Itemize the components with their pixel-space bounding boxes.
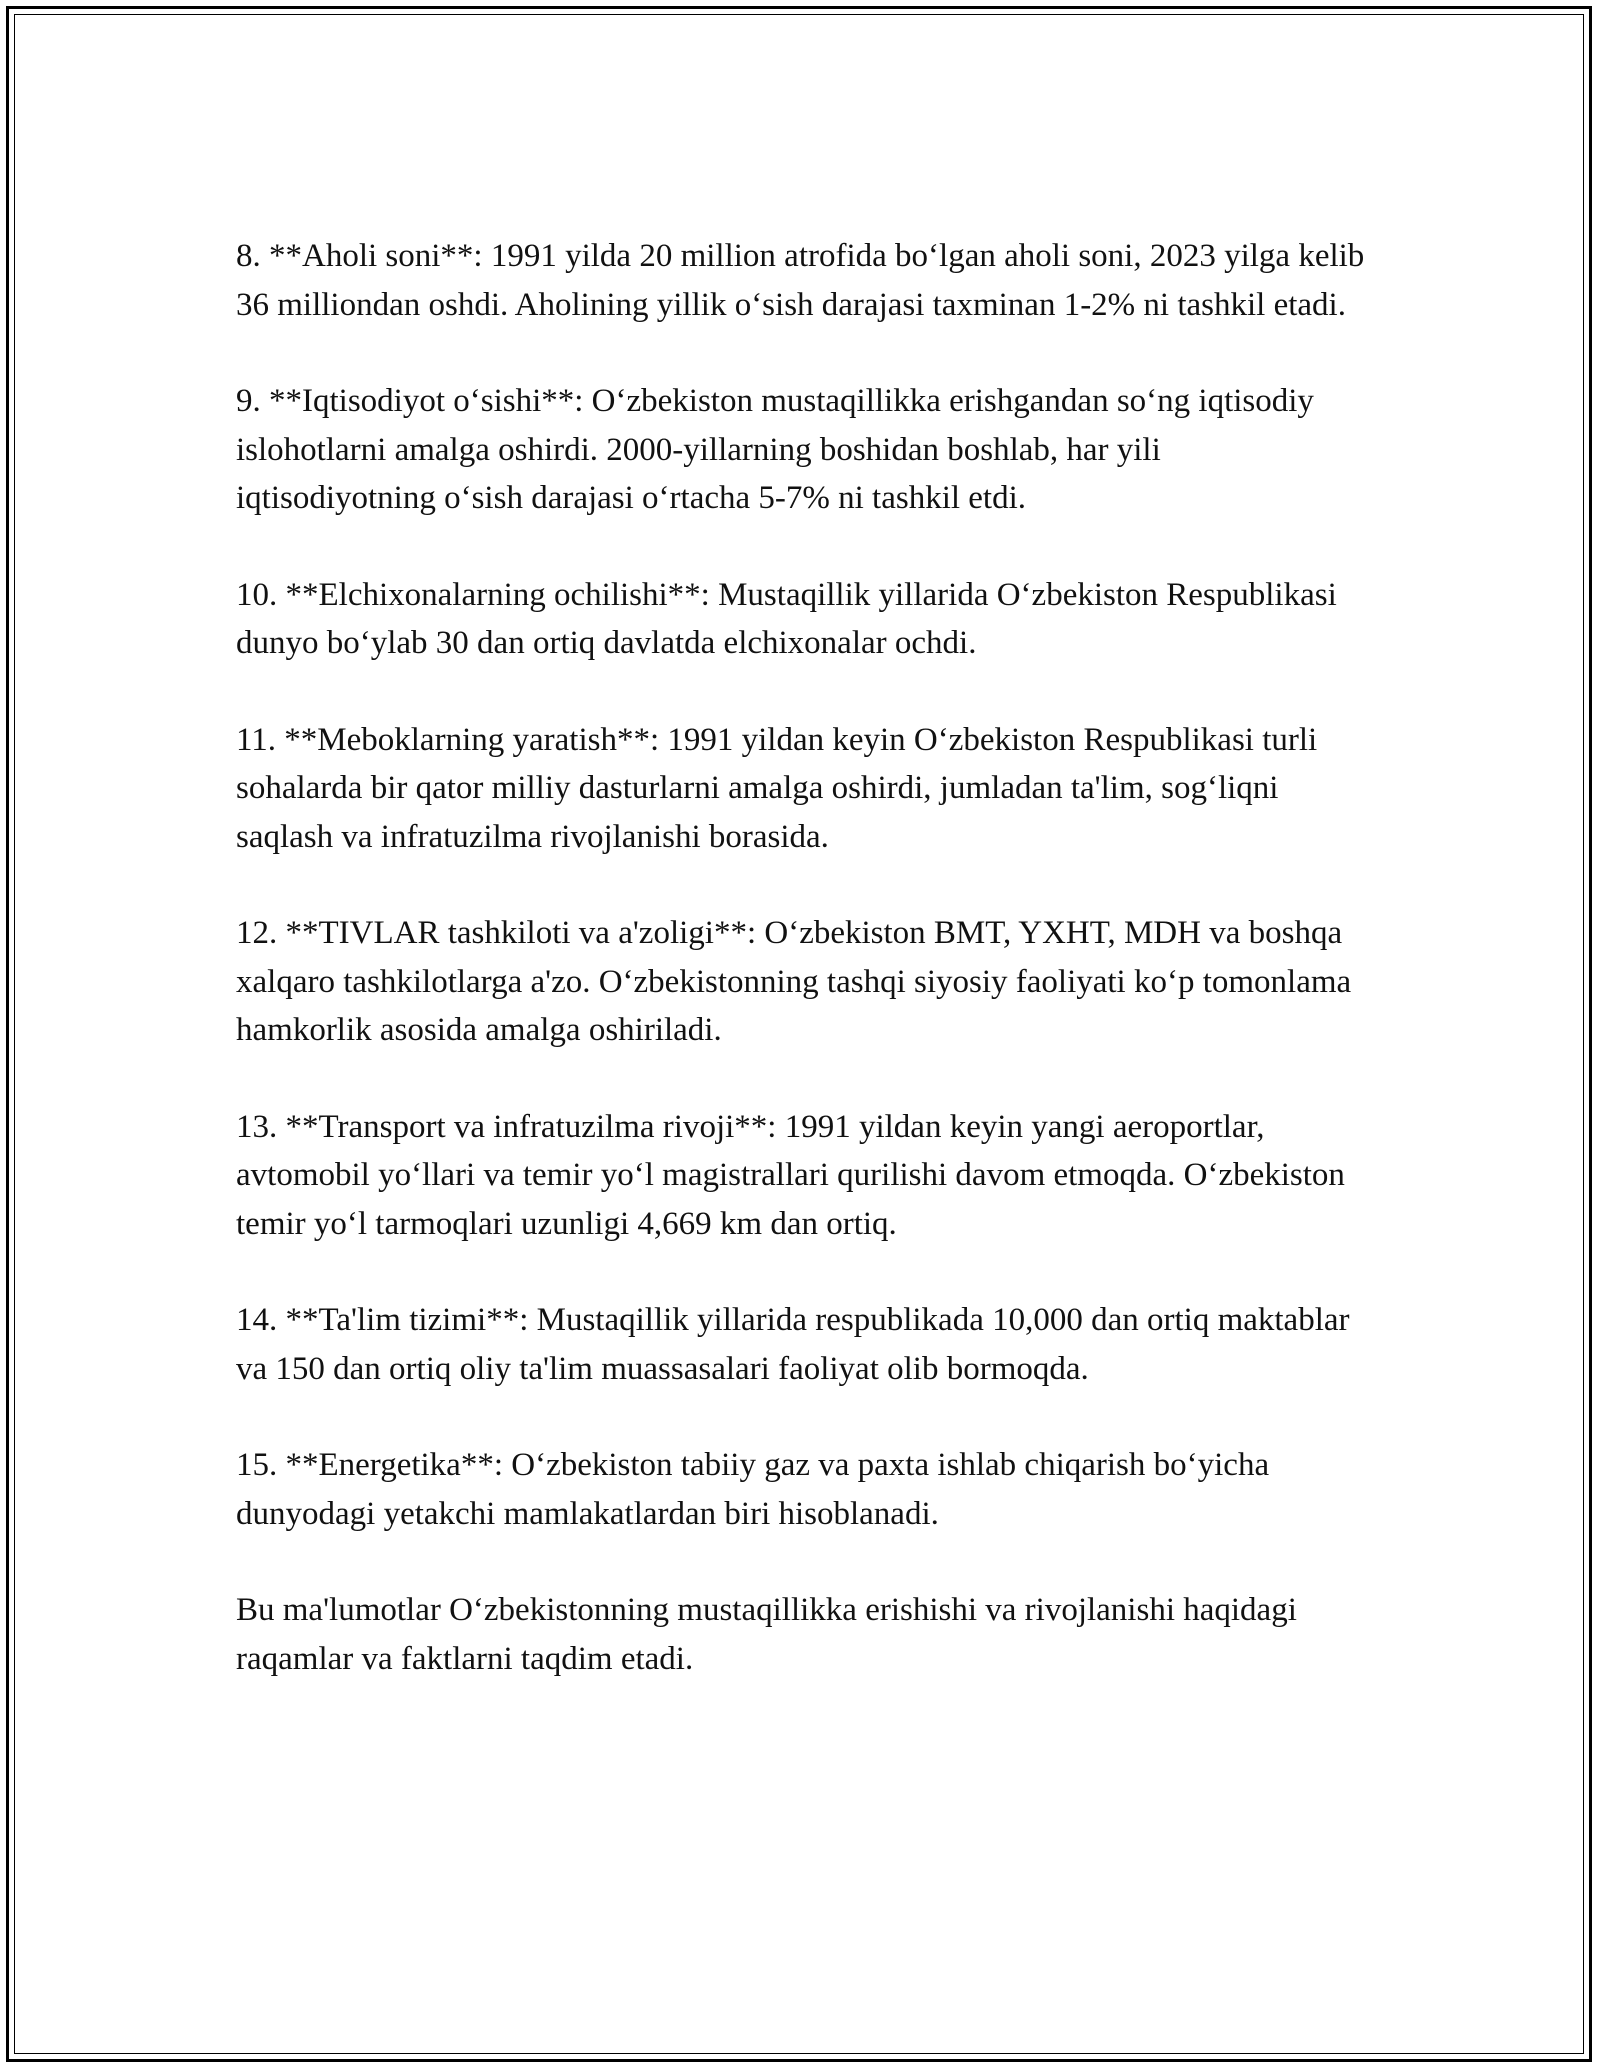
paragraph-iqtisodiyot-osishi: 9. **Iqtisodiyot o‘sishi**: O‘zbekiston mustaqillikka erishgandan so‘ng iqtisodiy islohotlarni amalga oshirdi. 2000-yillarning boshidan boshlab, har yili iqtisodiyotning o‘sish darajasi o‘rtacha 5-7% ni tashkil etdi. — [236, 383, 1314, 516]
paragraph-energetika: 15. **Energetika**: O‘zbekiston tabiiy gaz va paxta ishlab chiqarish bo‘yicha dunyodagi yetakchi mamlakatlardan biri hisoblanadi. — [236, 1447, 1270, 1532]
document-body — [236, 232, 1366, 1731]
paragraph-transport: 13. **Transport va infratuzilma rivoji**: 1991 yildan keyin yangi aeroportlar, avtomobil yo‘llari va temir yo‘l magistrallari qurilishi davom etmoqda. O‘zbekiston temir yo‘l tarmoqlari uzunligi 4,669 km dan ortiq. — [236, 1108, 1345, 1242]
paragraph-talim-tizimi: 14. **Ta'lim tizimi**: Mustaqillik yillarida respublikada 10,000 dan ortiq maktablar va 150 dan ortiq oliy ta'lim muassasalari faoliyat olib bormoqda. — [236, 1302, 1350, 1387]
paragraph-meboklar: 11. **Meboklarning yaratish**: 1991 yildan keyin O‘zbekiston Respublikasi turli sohalarda bir qator milliy dasturlarni amalga oshirdi, jumladan ta'lim, sog‘liqni saqlash va infratuzilma rivojlanishi borasida. — [236, 721, 1318, 855]
paragraph-tivlar: 12. **TIVLAR tashkiloti va a'zoligi**: O‘zbekiston BMT, YXHT, MDH va boshqa xalqaro tashkilotlarga a'zo. O‘zbekistonning tashqi siyosiy faoliyati ko‘p tomonlama hamkorlik asosida amalga oshiriladi. — [236, 915, 1352, 1048]
paragraph-elchixonalar: 10. **Elchixonalarning ochilishi**: Mustaqillik yillarida O‘zbekiston Respublikasi dunyo bo‘ylab 30 dan ortiq davlatda elchixonalar ochdi. — [236, 576, 1337, 661]
paragraph-aholi-soni: 8. **Aholi soni**: 1991 yilda 20 million atrofida bo‘lgan aholi soni, 2023 yilga kelib 36 milliondan oshdi. Aholining yillik o‘sish darajasi taxminan 1-2% ni tashkil etadi. — [236, 238, 1365, 323]
paragraph-conclusion: Bu ma'lumotlar O‘zbekistonning mustaqillikka erishishi va rivojlanishi haqidagi raqamlar va faktlarni taqdim etadi. — [236, 1592, 1297, 1677]
